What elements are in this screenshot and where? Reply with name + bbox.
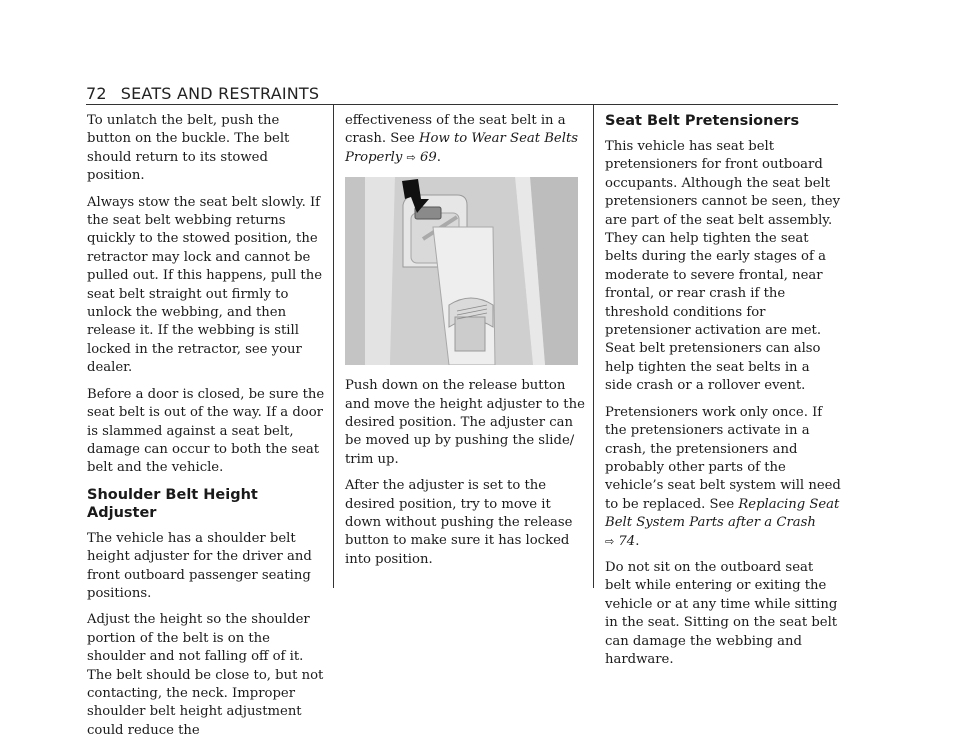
column-2 [345,112,585,577]
column-divider-2 [593,104,594,588]
link-how-to-wear[interactable]: How to Wear Seat Belts Properly [345,131,579,165]
header-rule [86,104,838,105]
page-ref-icon: ⇨ [605,534,615,548]
paragraph-pretensioners: This vehicle has seat belt pretensioners for front outboard occupants. Although the seat belt pretensioners cannot be seen, they are part of the seat belt assembly. They can help tighten the seat belts during the early stages of a moderate to severe frontal, near frontal, or rear crash if the threshold conditions for pretensioner activation are met. Seat belt pretensioners can also help tighten the seat belts in a side crash or a rollover event. [605,139,841,394]
page-number: 72 [86,84,107,103]
height-adjuster-illustration [345,177,578,365]
section-title: SEATS AND RESTRAINTS [120,84,320,103]
paragraph-adjuster-intro: The vehicle has a shoulder belt height adjuster for the driver and front outboard passenger seating positions. [87,530,312,601]
heading-pretensioners: Seat Belt Pretensioners [605,113,800,129]
paragraph-do-not-sit: Do not sit on the outboard seat belt while entering or exiting the vehicle or at any time while sitting in the seat. Sitting on the seat belt can damage the webbing and hardware. [605,559,838,667]
paragraph-unlatch: To unlatch the belt, push the button on the buckle. The belt should return to its stowed position. [87,113,290,184]
page-header [86,84,319,103]
column-3 [605,112,841,677]
column-divider-1 [333,104,334,588]
paragraph-after-adjust: After the adjuster is set to the desired position, try to move it down without pushing the release button to make sure it has locked into position. [345,478,573,567]
page-ref-number[interactable]: 69 [419,149,437,165]
page-ref-number[interactable]: 74 [618,533,636,549]
link-replacing-parts[interactable]: Replacing Seat Belt System Parts after a Crash [605,496,840,531]
column-1 [87,112,327,748]
paragraph-work-once: Pretensioners work only once. If the pretensioners activate in a crash, the pretensioners and probably other parts of the vehicle’s seat belt system will need to be replaced. See Replacing Seat Belt System Parts after a Crash ⇨ 74. [605,404,841,549]
page-ref-icon: ⇨ [406,150,416,164]
paragraph-adjust-height: Adjust the height so the shoulder portion of the belt is on the shoulder and not falling off of it. The belt should be close to, but not contacting, the neck. Improper shoulder belt height adjustment could reduce the [87,612,324,738]
heading-height-adjuster: Shoulder Belt Height Adjuster [87,486,258,521]
paragraph-stow: Always stow the seat belt slowly. If the seat belt webbing returns quickly to the stowed position, the retractor may lock and cannot be pulled out. If this happens, pull the seat belt straight out firmly to unlock the webbing, and then release it. If the webbing is still locked in the retractor, see your dealer. [87,194,323,376]
paragraph-effectiveness: effectiveness of the seat belt in a crash. See How to Wear Seat Belts Properly ⇨ 69. [345,113,579,165]
paragraph-door: Before a door is closed, be sure the seat belt is out of the way. If a door is slammed against a seat belt, damage can occur to both the seat belt and the vehicle. [87,386,325,476]
paragraph-push-down: Push down on the release button and move the height adjuster to the desired position. The adjuster can be moved up by pushing the slide/ trim up. [345,378,585,467]
